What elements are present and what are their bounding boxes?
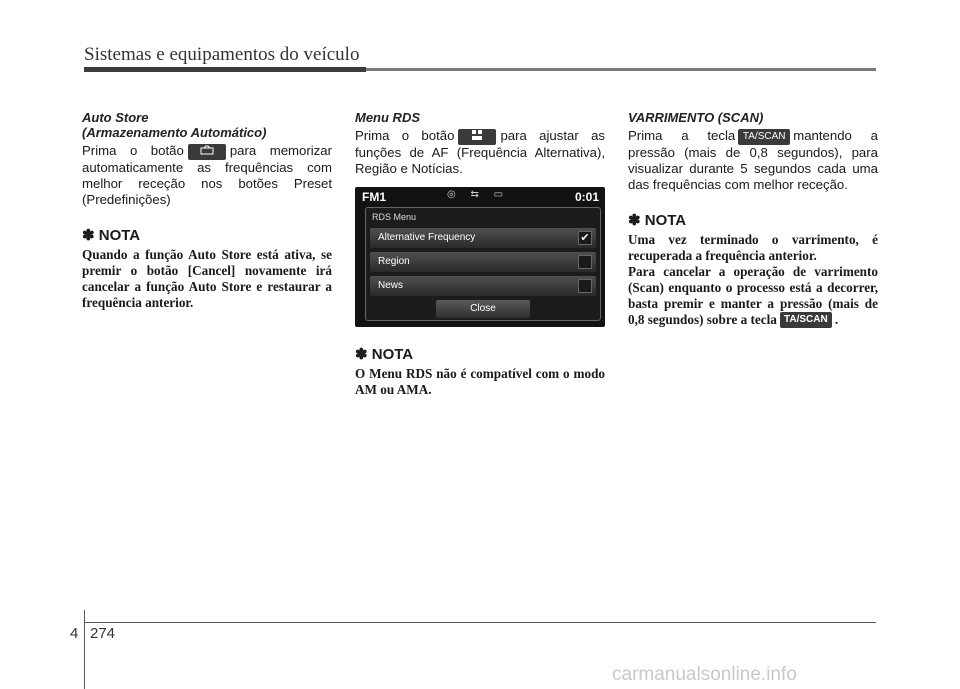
ta-scan-key-icon: TA/SCAN bbox=[738, 129, 790, 145]
screen-status-bar bbox=[355, 187, 605, 203]
nota-text: Quando a função Auto Store está ativa, se premir o botão [Cancel] novamente irá cancelar a função Auto Store e restaurar a frequência anterior. bbox=[82, 246, 332, 310]
ta-scan-key-icon: TA/SCAN bbox=[780, 312, 832, 328]
checkbox-icon[interactable] bbox=[578, 279, 592, 293]
footer-horizontal-rule bbox=[84, 622, 876, 623]
footer-section-number: 4 bbox=[70, 625, 79, 642]
menu-item-news[interactable]: News bbox=[370, 276, 596, 296]
section-heading-scan: VARRIMENTO (SCAN) bbox=[628, 110, 764, 125]
scan-paragraph: Prima a tecla TA/SCAN mantendo a pressão (mais de 0,8 segundos), para visualizar durante 5 segundos cada uma das frequências com melhor receção. bbox=[628, 128, 878, 192]
nota-text: O Menu RDS não é compatível com o modo AM ou AMA. bbox=[355, 365, 605, 397]
auto-store-paragraph: Prima o botão para memorizar automaticamente as frequências com melhor receção nos botões Preset (Predefinições) bbox=[82, 143, 332, 207]
band-label: FM1 bbox=[362, 189, 386, 204]
section-heading-auto-store: Auto Store (Armazenamento Automático) bbox=[82, 110, 267, 140]
nota-heading: ✽ NOTA bbox=[355, 345, 414, 363]
rds-menu-title: RDS Menu bbox=[372, 211, 417, 222]
header-rule-accent bbox=[84, 67, 366, 72]
status-icons: ◎ ⇆ ▭ bbox=[447, 188, 510, 200]
menu-item-alternative-frequency[interactable]: Alternative Frequency ✔ bbox=[370, 228, 596, 248]
rds-menu-panel bbox=[365, 207, 601, 321]
menu-button-icon bbox=[458, 129, 496, 145]
watermark: carmanualsonline.info bbox=[612, 664, 797, 685]
page-header-title: Sistemas e equipamentos do veículo bbox=[84, 44, 360, 65]
menu-rds-paragraph: Prima o botão para ajustar as funções de AF (Frequência Alternativa), Região e Notícias. bbox=[355, 128, 605, 176]
column-menu-rds bbox=[355, 110, 605, 398]
menu-item-region[interactable]: Region bbox=[370, 252, 596, 272]
checkbox-icon[interactable] bbox=[578, 255, 592, 269]
clock: 0:01 bbox=[574, 189, 599, 204]
nota-text-1: Uma vez terminado o varrimento, é recuperada a frequência anterior. bbox=[628, 231, 878, 263]
auto-store-button-icon bbox=[188, 144, 226, 160]
nota-heading: ✽ NOTA bbox=[82, 226, 141, 244]
column-scan bbox=[628, 110, 878, 328]
checkbox-checked-icon[interactable]: ✔ bbox=[578, 231, 592, 245]
section-heading-menu-rds: Menu RDS bbox=[355, 110, 420, 125]
nota-heading: ✽ NOTA bbox=[628, 211, 687, 229]
footer-page-number: 274 bbox=[90, 625, 116, 642]
nota-text-2: Para cancelar a operação de varrimento (Scan) enquanto o processo está a decorrer, basta premir e manter a pressão (mais de 0,8 segundos) sobre a tecla TA/SCAN . bbox=[628, 263, 878, 327]
close-button[interactable]: Close bbox=[436, 300, 530, 318]
rds-menu-screen bbox=[355, 187, 605, 327]
column-auto-store bbox=[82, 110, 332, 311]
